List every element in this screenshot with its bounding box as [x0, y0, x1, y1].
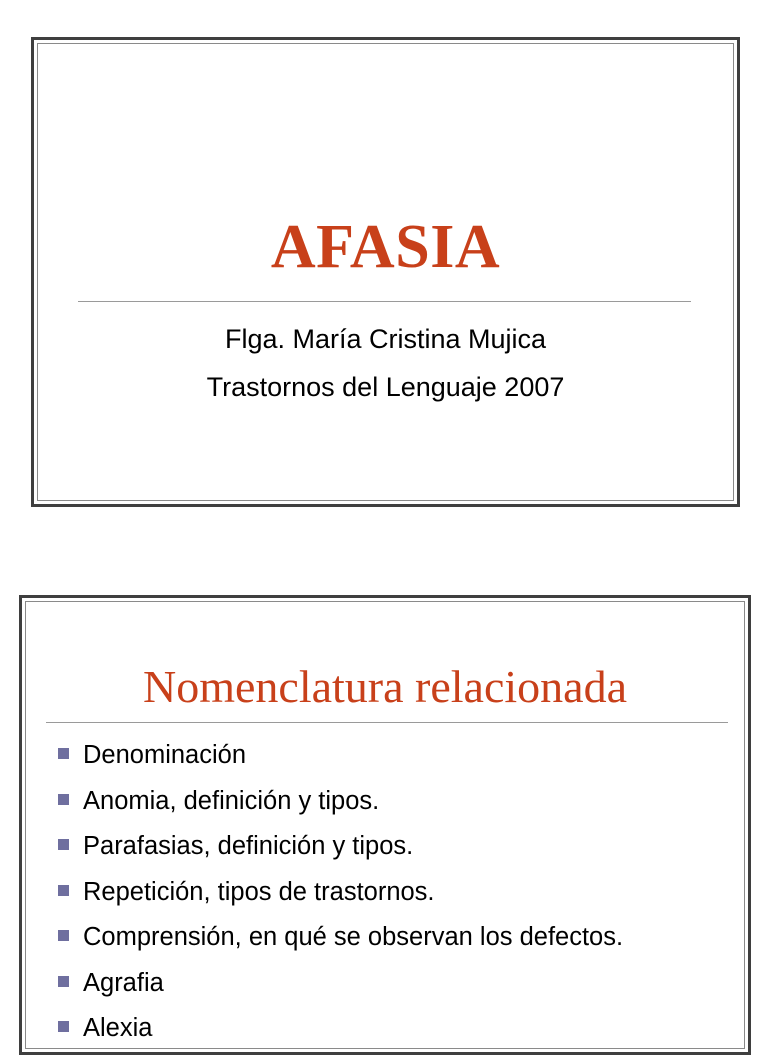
- list-item-text: Repetición, tipos de trastornos.: [83, 877, 435, 906]
- list-item: [58, 875, 623, 921]
- content-slide: [19, 595, 751, 1055]
- title-slide: [31, 37, 740, 507]
- list-item: [58, 738, 623, 784]
- list-item-text: Denominación: [83, 741, 247, 769]
- square-bullet-icon: [58, 839, 69, 850]
- list-item-text: Parafasias, definición y tipos.: [83, 832, 414, 860]
- list-item-text: Anomia, definición y tipos.: [83, 786, 380, 815]
- title-divider: [46, 722, 728, 723]
- slide-title: AFASIA: [270, 213, 501, 281]
- square-bullet-icon: [58, 885, 69, 896]
- square-bullet-icon: [58, 1021, 69, 1032]
- list-item-text: Agrafia: [83, 968, 164, 997]
- course-line: Trastornos del Lenguaje 2007: [206, 372, 565, 402]
- list-item: [58, 829, 623, 875]
- bullet-list: [58, 738, 623, 1057]
- list-item-text: Comprensión, en qué se observan los defectos.: [83, 923, 624, 951]
- square-bullet-icon: [58, 976, 69, 987]
- list-item: [58, 920, 623, 966]
- list-item-text: Alexia: [83, 1014, 153, 1042]
- slide-title: Nomenclatura relacionada: [142, 661, 627, 712]
- list-item: [58, 784, 623, 830]
- author-line: Flga. María Cristina Mujica: [224, 324, 547, 354]
- square-bullet-icon: [58, 930, 69, 941]
- square-bullet-icon: [58, 794, 69, 805]
- title-divider: [78, 301, 691, 302]
- list-item: [58, 966, 623, 1012]
- square-bullet-icon: [58, 748, 69, 759]
- list-item: [58, 1011, 623, 1057]
